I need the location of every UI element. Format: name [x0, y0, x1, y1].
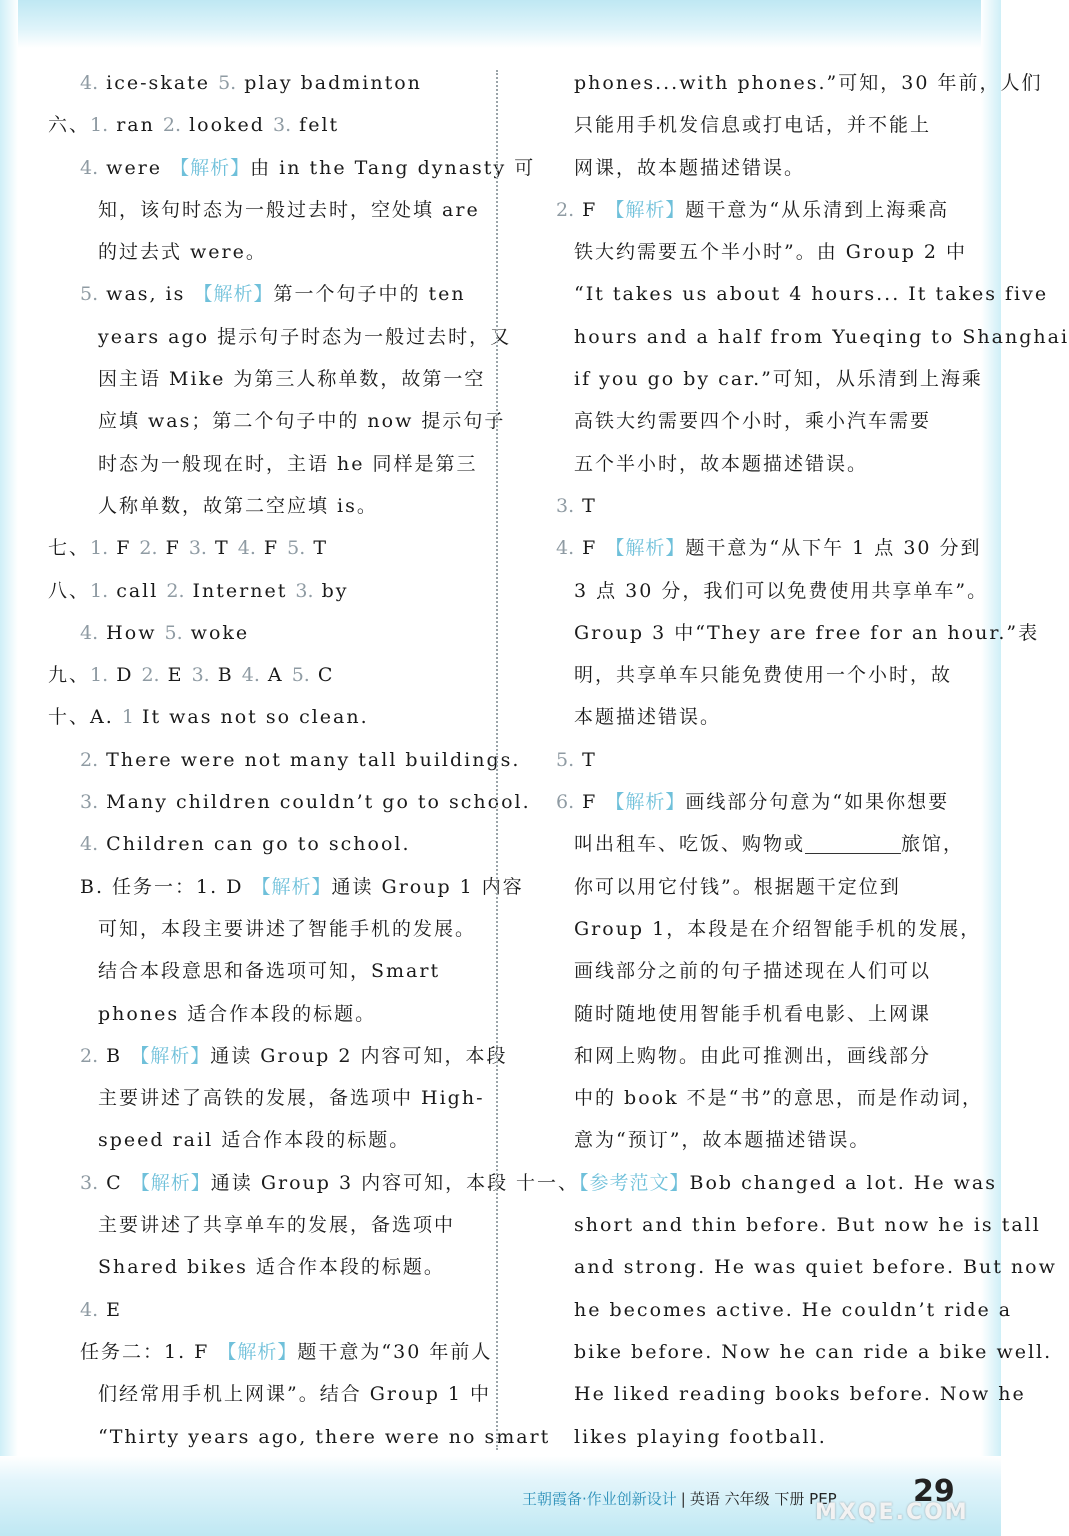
answer-line [48, 358, 486, 400]
item-number: 4. [80, 621, 99, 644]
line-text: T [574, 494, 597, 517]
answer-line [516, 570, 989, 612]
line-text: 中的 book 不是“书”的意思，而是作动词， [574, 1087, 984, 1110]
line-text: He liked reading books before. Now he [574, 1383, 1026, 1406]
item-number: 2. [80, 1044, 99, 1067]
answer-line [48, 570, 472, 612]
line-text: 时态为一般现在时，主语 he 同样是第三 [98, 452, 478, 475]
line-text: years ago 提示句子时态为一般过去时，又 [98, 325, 512, 348]
item-number: 2. [80, 748, 99, 771]
answer-line [48, 316, 512, 358]
line-text: C [98, 1171, 131, 1194]
item-number: 2. [139, 537, 158, 560]
answer-line [48, 1035, 508, 1077]
answer-line [48, 189, 480, 231]
line-text: There were not many tall buildings. [98, 748, 521, 771]
line-text: B. 任务一：1. D [80, 875, 252, 898]
item-number: 1. [90, 579, 109, 602]
line-text: C [309, 664, 335, 687]
top-decorative-band [0, 0, 1001, 48]
line-text: 题干意为“30 年前人 [297, 1340, 493, 1363]
line-text: Children can go to school. [98, 833, 411, 856]
line-text: 六、 [48, 114, 91, 137]
line-text: T [574, 748, 597, 771]
item-number: 5. [291, 664, 310, 687]
item-number: 1. [90, 664, 109, 687]
answer-line [48, 993, 472, 1035]
line-text: 可知，本段主要讲述了智能手机的发展。 [98, 917, 477, 940]
answer-line [516, 654, 953, 696]
fill-blank [805, 833, 901, 854]
line-text: 题干意为“从下午 1 点 30 分到 [685, 537, 982, 560]
answer-line [48, 1204, 472, 1246]
item-number: 5. [287, 537, 306, 560]
line-text: 画线部分之前的句子描述现在人们可以 [574, 960, 932, 983]
answer-line [516, 612, 1040, 654]
line-text: play badminton [236, 72, 422, 94]
answer-line [48, 739, 521, 781]
line-text: B [209, 664, 242, 687]
answer-line [516, 1289, 1013, 1331]
item-number: 2. [556, 198, 575, 221]
watermark: MXQE.COM [815, 1500, 969, 1525]
line-text: F [157, 537, 189, 560]
answer-line [516, 1077, 984, 1119]
line-text: T [305, 537, 328, 560]
item-number: 2. [162, 114, 182, 137]
item-number: 4. [241, 664, 260, 687]
line-text: 九、 [48, 664, 91, 687]
line-text: 五个半小时，故本题描述错误。 [574, 452, 869, 475]
answer-line [516, 231, 968, 273]
analysis-tag: 【解析】 [193, 283, 274, 306]
line-text: 任务二：1. F [80, 1340, 218, 1363]
answer-line [516, 273, 1049, 315]
line-text: Group 1，本段是在介绍智能手机的发展， [574, 917, 982, 940]
item-number: 3. [80, 1171, 99, 1194]
item-number: 4. [237, 537, 256, 560]
answer-line [516, 400, 946, 442]
line-text: 八、 [48, 579, 91, 602]
line-text: by [313, 579, 349, 602]
line-text: 十一、 [516, 1171, 580, 1194]
answer-line [516, 189, 950, 231]
line-text: “Thirty years ago, there were no smart [98, 1425, 551, 1448]
answer-line [48, 1331, 493, 1373]
answer-line [516, 1331, 1053, 1373]
line-text: 叫出租车、吃饭、购物或 [574, 833, 806, 856]
answer-line [516, 443, 946, 485]
answer-line [516, 1035, 946, 1077]
item-number: 6. [556, 791, 575, 814]
answer-line [48, 527, 472, 569]
line-text: bike before. Now he can ride a bike well. [574, 1340, 1053, 1363]
line-text: E [159, 664, 192, 687]
line-text: were [98, 156, 171, 179]
line-text: 旅馆， [901, 833, 965, 856]
line-text: 本题描述错误。 [574, 706, 722, 729]
line-text: F [255, 537, 288, 560]
line-text: B [98, 1044, 131, 1067]
answer-line [516, 358, 983, 400]
analysis-tag: 【解析】 [217, 1340, 298, 1363]
footer-series: 王朝霞备·作业创新设计 [522, 1490, 677, 1508]
line-text: 通读 Group 1 内容 [331, 875, 524, 898]
footer-separator: | [680, 1490, 686, 1508]
answer-line [516, 1416, 946, 1458]
analysis-tag: 【解析】 [130, 1044, 211, 1067]
line-text: 铁大约需要五个半小时”。由 Group 2 中 [574, 241, 968, 264]
analysis-tag: 【解析】 [605, 791, 686, 814]
line-text: and strong. He was quiet before. But now [574, 1256, 1057, 1279]
line-text: It was not so clean. [133, 706, 369, 729]
answer-line [48, 443, 478, 485]
item-number: 3. [273, 114, 292, 137]
answer-line [48, 62, 472, 104]
line-text: 七、 [48, 537, 91, 560]
answer-line [516, 62, 1043, 104]
item-number: 5. [218, 72, 237, 94]
line-text: 网课，故本题描述错误。 [574, 156, 806, 179]
item-number: 5. [164, 621, 183, 644]
line-text: 明，共享单车只能免费使用一个小时，故 [574, 664, 953, 687]
answer-line [48, 866, 524, 908]
answer-line [516, 104, 946, 146]
line-text: speed rail 适合作本段的标题。 [98, 1129, 411, 1152]
answer-line [48, 1246, 472, 1288]
item-number: 4. [80, 72, 99, 94]
line-text: 结合本段意思和备选项可知，Smart [98, 960, 441, 983]
line-text: “It takes us about 4 hours... It takes five [574, 283, 1049, 306]
item-number: 3. [80, 791, 99, 814]
answer-line [48, 654, 472, 696]
line-text: Shared bikes 适合作本段的标题。 [98, 1256, 445, 1279]
answer-line [48, 823, 472, 865]
answer-line [516, 993, 946, 1035]
answer-line [48, 231, 472, 273]
answer-line [516, 1204, 1041, 1246]
answer-line [516, 908, 982, 950]
answer-line [48, 908, 477, 950]
line-text: 因主语 Mike 为第三人称单数，故第一空 [98, 368, 486, 391]
answer-line [48, 1162, 509, 1204]
answer-line [516, 1162, 997, 1204]
line-text: 和网上购物。由此可推测出，画线部分 [574, 1044, 932, 1067]
line-text: woke [182, 621, 250, 644]
line-text: phones...with phones.”可知，30 年前，人们 [574, 72, 1043, 94]
line-text: Bob changed a lot. He was [689, 1171, 997, 1194]
line-text: Group 3 中“They are free for an hour.”表 [574, 621, 1040, 644]
line-text: if you go by car.”可知，从乐清到上海乘 [574, 368, 983, 391]
line-text: E [98, 1298, 123, 1321]
item-number: 4. [556, 537, 575, 560]
line-text: he becomes active. He couldn’t ride a [574, 1298, 1013, 1321]
answer-line [48, 1077, 485, 1119]
line-text: 们经常用手机上网课”。结合 Group 1 中 [98, 1383, 492, 1406]
line-text: 意为“预订”，故本题描述错误。 [574, 1129, 871, 1152]
answer-line [516, 739, 946, 781]
line-text: 由 in the Tang dynasty 可 [250, 156, 536, 179]
answer-line [48, 612, 472, 654]
analysis-tag: 【解析】 [605, 198, 686, 221]
line-text: 画线部分句意为“如果你想要 [685, 791, 950, 814]
answer-line [516, 1373, 1026, 1415]
answer-line [48, 781, 531, 823]
line-text: likes playing football. [574, 1425, 827, 1448]
answer-line [516, 147, 946, 189]
page-number: 29 [913, 1474, 955, 1509]
item-number: 3. [191, 664, 210, 687]
answer-line [516, 823, 965, 865]
line-text: How [98, 621, 165, 644]
answer-line [516, 696, 946, 738]
item-number: 1. [90, 114, 109, 137]
column-divider [496, 70, 498, 1450]
line-text: hours and a half from Yueqing to Shanghai [574, 325, 1069, 348]
item-number: 4. [80, 1298, 99, 1321]
answer-line [48, 1119, 472, 1161]
analysis-tag: 【参考范文】 [579, 1171, 690, 1194]
item-number: 4. [80, 156, 99, 179]
analysis-tag: 【解析】 [605, 537, 686, 560]
line-text: 主要讲述了高铁的发展，备选项中 High- [98, 1087, 485, 1110]
answer-line [516, 1246, 1057, 1288]
right-answer-column [516, 62, 1069, 1458]
answer-line [48, 1289, 472, 1331]
line-text: ice-skate [98, 72, 219, 94]
line-text: 你可以用它付钱”。根据题干定位到 [574, 875, 901, 898]
answer-line [48, 400, 506, 442]
line-text: F [574, 791, 606, 814]
line-text: felt [291, 114, 340, 137]
item-number: 3. [295, 579, 314, 602]
item-number: 2. [141, 664, 160, 687]
line-text: 知，该句时态为一般过去时，空处填 are [98, 198, 480, 221]
line-text: A [259, 664, 292, 687]
line-text: 通读 Group 3 内容可知，本段 [210, 1171, 509, 1194]
answer-line [48, 1416, 551, 1458]
item-number: 4. [80, 833, 99, 856]
answer-line [48, 104, 472, 146]
line-text: F [574, 198, 606, 221]
line-text: 题干意为“从乐清到上海乘高 [685, 198, 950, 221]
answer-line [516, 527, 982, 569]
line-text: looked [181, 114, 273, 137]
page-footer [522, 1488, 837, 1509]
analysis-tag: 【解析】 [130, 1171, 211, 1194]
answer-line [516, 316, 1069, 358]
line-text: short and thin before. But now he is tall [574, 1214, 1041, 1237]
line-text: ran [108, 114, 163, 137]
item-number: 2. [166, 579, 185, 602]
line-text: 第一个句子中的 ten [273, 283, 466, 306]
answer-line [48, 950, 472, 992]
answer-line [48, 273, 472, 315]
line-text: call [108, 579, 167, 602]
answer-line [516, 485, 946, 527]
line-text: phones 适合作本段的标题。 [98, 1002, 377, 1025]
line-text: 人称单数，故第二空应填 is。 [98, 494, 378, 517]
line-text: F [108, 537, 140, 560]
answer-line [48, 147, 536, 189]
answer-line [516, 950, 946, 992]
line-text: was, is [98, 283, 194, 306]
line-text: 通读 Group 2 内容可知，本段 [210, 1044, 508, 1067]
item-number: 3. [188, 537, 207, 560]
line-text: Internet [184, 579, 296, 602]
analysis-tag: 【解析】 [251, 875, 332, 898]
item-number: 5. [556, 748, 575, 771]
item-number: 5. [80, 283, 99, 306]
line-text: 十、A. [48, 706, 122, 729]
line-text: 应填 was；第二个句子中的 now 提示句子 [98, 410, 506, 433]
line-text: 只能用手机发信息或打电话，并不能上 [574, 114, 932, 137]
item-number: 1 [121, 706, 134, 729]
answer-line [516, 781, 950, 823]
line-text: T [206, 537, 238, 560]
line-text: 的过去式 were。 [98, 241, 267, 264]
answer-line [48, 1373, 492, 1415]
item-number: 1. [90, 537, 109, 560]
line-text: 3 点 30 分，我们可以免费使用共享单车”。 [574, 579, 989, 602]
line-text: D [108, 664, 142, 687]
footer-subject: 英语 六年级 下册 PEP [689, 1490, 837, 1508]
line-text: 随时随地使用智能手机看电影、上网课 [574, 1002, 932, 1025]
analysis-tag: 【解析】 [170, 156, 251, 179]
answer-line [516, 866, 946, 908]
answer-line [48, 696, 472, 738]
answer-line [48, 485, 472, 527]
line-text: 主要讲述了共享单车的发展，备选项中 [98, 1214, 456, 1237]
answer-line [516, 1119, 946, 1161]
line-text: F [574, 537, 606, 560]
item-number: 3. [556, 494, 575, 517]
left-decorative-edge [0, 0, 18, 1536]
line-text: Many children couldn’t go to school. [98, 791, 531, 814]
line-text: 高铁大约需要四个小时，乘小汽车需要 [574, 410, 932, 433]
